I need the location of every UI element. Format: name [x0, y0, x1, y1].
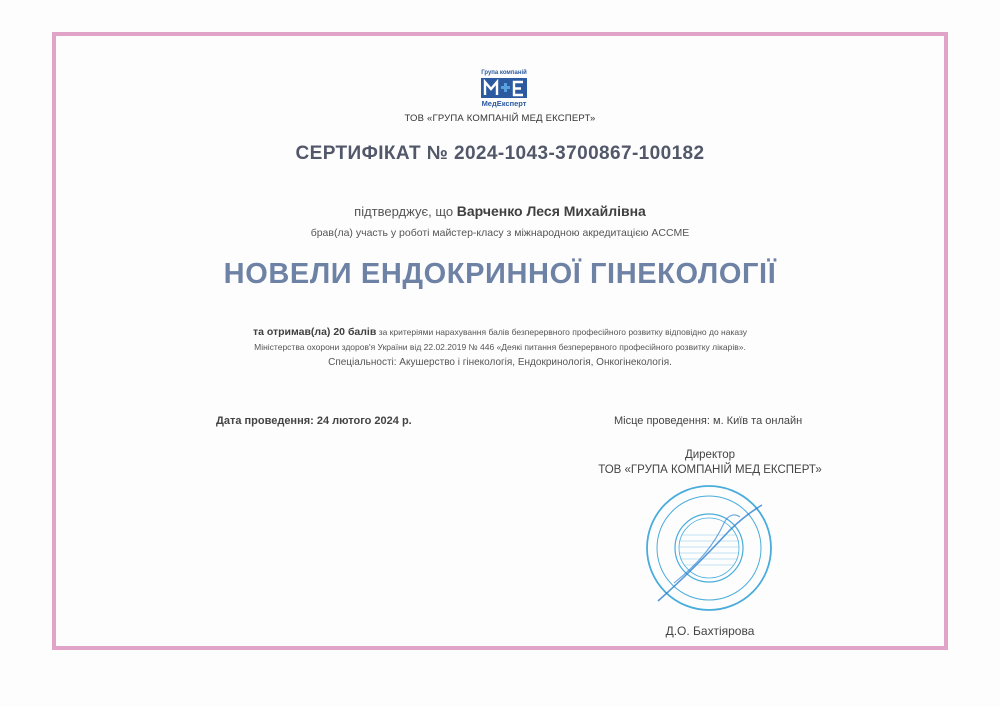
event-date: Дата проведення: 24 лютого 2024 р.: [216, 415, 412, 427]
course-title: НОВЕЛИ ЕНДОКРИННОЇ ГІНЕКОЛОГІЇ: [223, 258, 777, 290]
company-header: ТОВ «ГРУПА КОМПАНІЙ МЕД ЕКСПЕРТ»: [404, 113, 596, 124]
specialties: Спеціальності: Акушерство і гінекологія, Ендокринологія, Онкогінекологія.: [328, 357, 672, 368]
certificate-number: СЕРТИФІКАТ № 2024-1043-3700867-100182: [295, 143, 705, 164]
logo-me-icon: [481, 78, 527, 98]
points-line: [0, 326, 1000, 338]
director-name: Д.О. Бахтіярова: [665, 624, 755, 638]
points-criteria: за критеріями нарахування балів безперервного професійного розвитку відповідно до наказу: [378, 327, 748, 337]
certificate-border: [52, 32, 948, 650]
director-title: Директор: [684, 449, 736, 461]
confirmation-line: [0, 203, 1000, 219]
company-logo: [479, 70, 529, 110]
director-company: ТОВ «ГРУПА КОМПАНІЙ МЕД ЕКСПЕРТ»: [598, 464, 822, 476]
logo-top-text: Група компаній: [481, 70, 527, 76]
event-place: Місце проведення: м. Київ та онлайн: [614, 415, 803, 427]
official-stamp-icon: [644, 483, 774, 613]
confirmation-prefix: підтверджує, що: [354, 204, 454, 219]
participation-text: брав(ла) участь у роботі майстер-класу з міжнародною акредитацією ACCME: [310, 227, 690, 239]
logo-brand-text: МедЕксперт: [481, 99, 527, 108]
recipient-name: Варченко Леся Михайлівна: [456, 203, 646, 219]
ministry-order-line: Міністерства охорони здоров'я України від 22.02.2019 № 446 «Деякі питання безперервного професійного розвитку лікарів».: [254, 342, 746, 352]
points-awarded: та отримав(ла) 20 балів: [252, 326, 377, 338]
